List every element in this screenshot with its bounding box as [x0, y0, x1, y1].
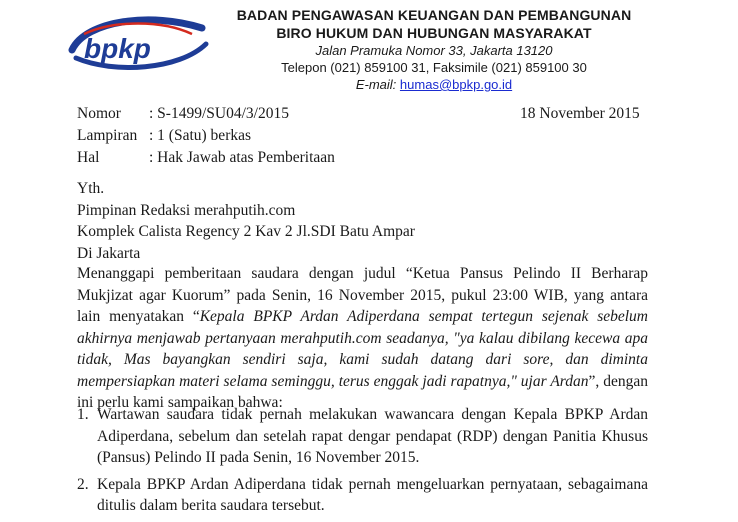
hal-label: Hal: [77, 149, 100, 166]
org-address: Jalan Pramuka Nomor 33, Jakarta 13120: [315, 43, 553, 58]
recipient-city: Di Jakarta: [77, 244, 141, 262]
points-list: [77, 404, 648, 522]
point-number: 1.: [77, 406, 89, 423]
meta-nomor: [77, 103, 335, 125]
list-item: [77, 404, 648, 469]
nomor-label: Nomor: [77, 105, 121, 122]
org-email-line: [200, 76, 668, 93]
bpkp-logo-mark: [64, 14, 214, 74]
point-text: Wartawan saudara tidak pernah melakukan wawancara dengan Kepala BPKP Ardan Adiperdana, sebelum dan setelah rapat dengar pendapat (RDP) dengan Panitia Khusus (Pansus) Pelindo II pada Senin, 16 November 2015.: [97, 406, 648, 466]
body-quote: Kepala BPKP Ardan Adiperdana sempat tertegun sejenak sebelum akhirnya menjawab pertanyaan merahputih.com seadanya, "ya kalau dibilang kecewa apa tidak, Mas bayangkan sendiri saja, kami sudah datang dari sore, dan diminta mempersiapkan materi selama seminggu, terus enggak jadi rapatnya," ujar Ardan: [77, 308, 648, 390]
body-intro-end: ”, dengan ini perlu kami sampaikan bahwa:: [77, 372, 648, 411]
salutation: Yth.: [77, 180, 105, 197]
bpkp-logo: [64, 14, 214, 74]
letter-date: 18 November 2015: [520, 105, 640, 122]
logo-text: bpkp: [84, 33, 151, 64]
point-number: 2.: [77, 475, 89, 493]
recipient-block: [77, 178, 415, 264]
lampiran-value: : 1 (Satu) berkas: [149, 127, 252, 144]
recipient-address: Komplek Calista Regency 2 Kav 2 Jl.SDI Batu Ampar: [77, 223, 415, 240]
letterhead: [200, 6, 668, 93]
email-label: E-mail:: [355, 77, 397, 92]
hal-value: : Hak Jawab atas Pemberitaan: [149, 149, 335, 166]
org-phone-fax: Telepon (021) 859100 31, Faksimile (021) 859100 30: [281, 60, 587, 75]
email-link[interactable]: humas@bpkp.go.id: [399, 77, 513, 92]
nomor-value: : S-1499/SU04/3/2015: [149, 105, 289, 122]
meta-hal: [77, 147, 335, 169]
org-unit: BIRO HUKUM DAN HUBUNGAN MASYARAKAT: [276, 25, 592, 41]
point-text: Kepala BPKP Ardan Adiperdana tidak pernah mengeluarkan pernyataan, sebagaimana ditulis dalam berita saudara tersebut.: [97, 475, 648, 514]
letter-meta: [77, 103, 335, 169]
body-paragraph: [77, 263, 648, 414]
recipient-name: Pimpinan Redaksi merahputih.com: [77, 201, 296, 219]
list-item: [77, 474, 648, 517]
lampiran-label: Lampiran: [77, 127, 138, 144]
meta-lampiran: [77, 125, 335, 147]
body-intro: Menanggapi pemberitaan saudara dengan judul “Ketua Pansus Pelindo II Berharap Mukjizat agar Kuorum” pada Senin, 16 November 2015, pukul 23:00 WIB, yang antara lain menyatakan “: [77, 265, 648, 325]
org-name: BADAN PENGAWASAN KEUANGAN DAN PEMBANGUNAN: [236, 7, 632, 23]
